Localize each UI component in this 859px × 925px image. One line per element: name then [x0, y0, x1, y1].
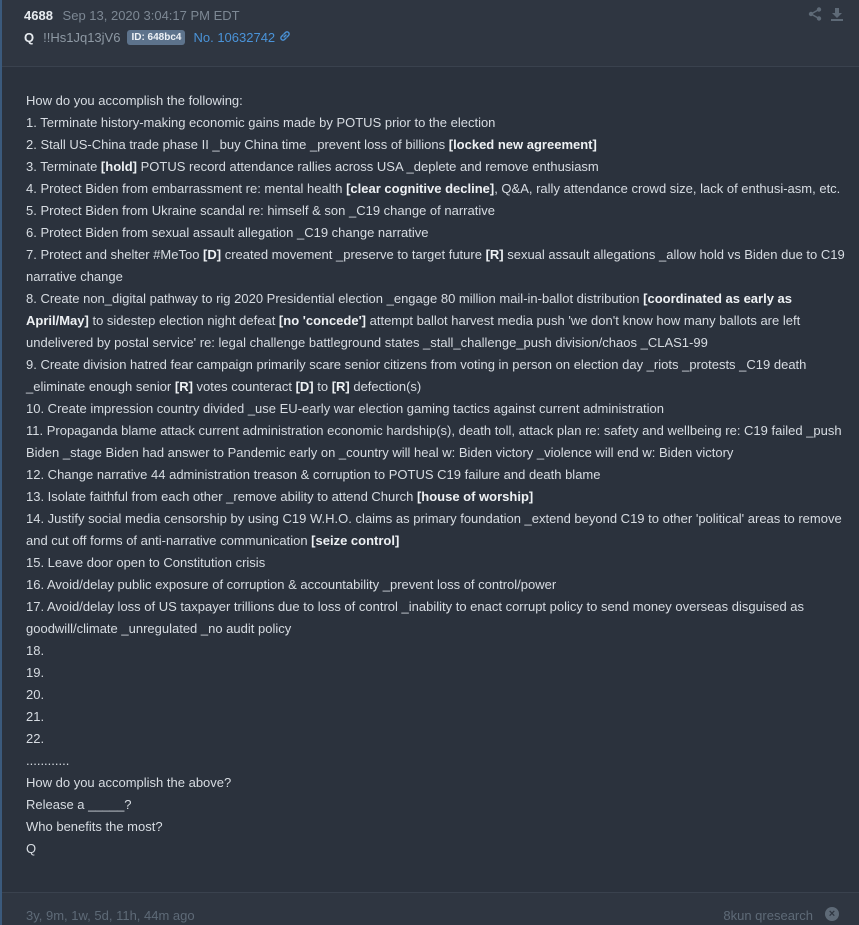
- list-item-bold: [no 'concede']: [278, 313, 366, 328]
- list-item-text: to sidestep election night defeat: [88, 313, 279, 328]
- body-intro: How do you accomplish the following:: [26, 93, 243, 108]
- list-item-text: 8. Create non_digital pathway to rig 2020 Presidential election _engage 80 million mail-in-ballot distribution: [26, 291, 644, 306]
- list-item-bold: [D]: [203, 247, 222, 262]
- share-icon[interactable]: [807, 6, 823, 22]
- list-item-bold: [hold]: [100, 159, 138, 174]
- post-body: [26, 90, 846, 860]
- list-item-text: 20.: [26, 687, 45, 702]
- list-item-text: 3. Terminate: [26, 159, 101, 174]
- tripcode: !!Hs1Jq13jV6: [43, 30, 121, 45]
- post-author-row: [24, 30, 291, 45]
- body-list: [26, 112, 846, 772]
- list-item-text: 1. Terminate history-making economic gains made by POTUS prior to the election: [26, 115, 496, 130]
- list-item-bold: [R]: [174, 379, 193, 394]
- list-item-text: 15. Leave door open to Constitution crisis: [26, 555, 266, 570]
- list-item: [26, 178, 846, 200]
- post-meta-row: [24, 8, 240, 23]
- list-item-bold: [locked new agreement]: [448, 137, 597, 152]
- list-item: [26, 508, 846, 552]
- id-badge: ID: 648bc4: [127, 30, 185, 45]
- list-item-text: 13. Isolate faithful from each other _remove ability to attend Church: [26, 489, 417, 504]
- list-item: [26, 464, 846, 486]
- list-item-text: 21.: [26, 709, 45, 724]
- post-age: 3y, 9m, 1w, 5d, 11h, 44m ago: [26, 908, 195, 923]
- list-item-bold: [R]: [485, 247, 504, 262]
- list-item: [26, 750, 846, 772]
- list-item-text: attempt ballot harvest media push 'we don't know how many ballots are left undelivered by postal service' re: legal challenge battleground states _stall_challenge_push division/chaos _CLAS1-99: [26, 313, 801, 350]
- list-item-text: , Q&A, rally attendance crowd size, lack of enthusi-asm, etc.: [494, 181, 841, 196]
- outro-line: Release a _____?: [26, 797, 132, 812]
- post-header: [2, 0, 859, 66]
- list-item: [26, 200, 846, 222]
- outro-line: How do you accomplish the above?: [26, 775, 232, 790]
- list-item-text: 22.: [26, 731, 45, 746]
- list-item-bold: [house of worship]: [416, 489, 534, 504]
- list-item-bold: [coordinated as early as April/May]: [26, 291, 792, 328]
- list-item: [26, 288, 846, 354]
- list-item-text: votes counteract: [192, 379, 296, 394]
- list-item-bold: [D]: [295, 379, 314, 394]
- list-item-text: 19.: [26, 665, 45, 680]
- list-item: [26, 244, 846, 288]
- list-item: [26, 222, 846, 244]
- list-item-text: 17. Avoid/delay loss of US taxpayer trillions due to loss of control _inability to enact corrupt policy to send money overseas disguised as goodwill/climate _unregulated _no audit policy: [26, 599, 805, 636]
- list-item-text: 12. Change narrative 44 administration treason & corruption to POTUS C19 failure and death blame: [26, 467, 601, 482]
- close-circle-icon[interactable]: ×: [825, 907, 839, 921]
- list-item-text: 6. Protect Biden from sexual assault allegation _C19 change narrative: [26, 225, 429, 240]
- list-item: [26, 706, 846, 728]
- list-item-text: 18.: [26, 643, 45, 658]
- post-number-link[interactable]: No. 10632742: [193, 30, 276, 45]
- list-item: [26, 574, 846, 596]
- author-name: Q: [24, 30, 35, 45]
- list-item: [26, 134, 846, 156]
- list-item-text: 16. Avoid/delay public exposure of corruption & accountability _prevent loss of control/power: [26, 577, 557, 592]
- list-item-text: defection(s): [349, 379, 422, 394]
- post-number: 4688: [24, 8, 53, 23]
- list-item-text: 7. Protect and shelter #MeToo: [26, 247, 204, 262]
- list-item-text: 2. Stall US-China trade phase II _buy China time _prevent loss of billions: [26, 137, 449, 152]
- list-item: [26, 596, 846, 640]
- post-footer: [2, 893, 859, 925]
- list-item-text: 5. Protect Biden from Ukraine scandal re: himself & son _C19 change of narrative: [26, 203, 495, 218]
- list-item-text: to: [313, 379, 332, 394]
- outro-line: Who benefits the most?: [26, 819, 163, 834]
- list-item-text: created movement _preserve to target future: [221, 247, 486, 262]
- list-item: [26, 156, 846, 178]
- outro-line: Q: [26, 841, 37, 856]
- list-item: [26, 552, 846, 574]
- list-item-text: 4. Protect Biden from embarrassment re: mental health: [26, 181, 347, 196]
- list-item-text: POTUS record attendance rallies across USA _deplete and remove enthusiasm: [137, 159, 599, 174]
- list-item-text: 9. Create division hatred fear campaign primarily scare senior citizens from voting in person on election day _riots _protests _C19 death _eliminate enough senior: [26, 357, 807, 394]
- header-divider: [2, 66, 859, 67]
- list-item: [26, 728, 846, 750]
- list-item-bold: [seize control]: [311, 533, 400, 548]
- body-outro: [26, 772, 846, 860]
- list-item: [26, 112, 846, 134]
- link-icon[interactable]: [279, 30, 291, 45]
- post-date: Sep 13, 2020 3:04:17 PM EDT: [62, 8, 240, 23]
- download-icon[interactable]: [829, 6, 845, 22]
- board-name[interactable]: 8kun qresearch: [723, 908, 813, 923]
- list-item-bold: [R]: [331, 379, 350, 394]
- list-item: [26, 398, 846, 420]
- list-item: [26, 662, 846, 684]
- list-item-text: 14. Justify social media censorship by using C19 W.H.O. claims as primary foundation _extend beyond C19 to other 'political' areas to remove and cut off forms of anti-narrative communication: [26, 511, 842, 548]
- list-item-bold: [clear cognitive decline]: [346, 181, 495, 196]
- list-item: [26, 354, 846, 398]
- list-item-text: sexual assault allegations _allow hold vs Biden due to C19 narrative change: [26, 247, 845, 284]
- list-item-text: 10. Create impression country divided _use EU-early war election gaming tactics against current administration: [26, 401, 665, 416]
- list-item: [26, 486, 846, 508]
- list-item-text: 11. Propaganda blame attack current administration economic hardship(s), death toll, attack plan re: safety and wellbeing re: C19 failed _push Biden _stage Biden had answer to Pandemic early on _country will heal w: Biden victory _violence will end w: Biden victory: [26, 423, 842, 460]
- list-item: [26, 684, 846, 706]
- list-item: [26, 420, 846, 464]
- list-item: [26, 640, 846, 662]
- list-item-text: ............: [26, 753, 70, 768]
